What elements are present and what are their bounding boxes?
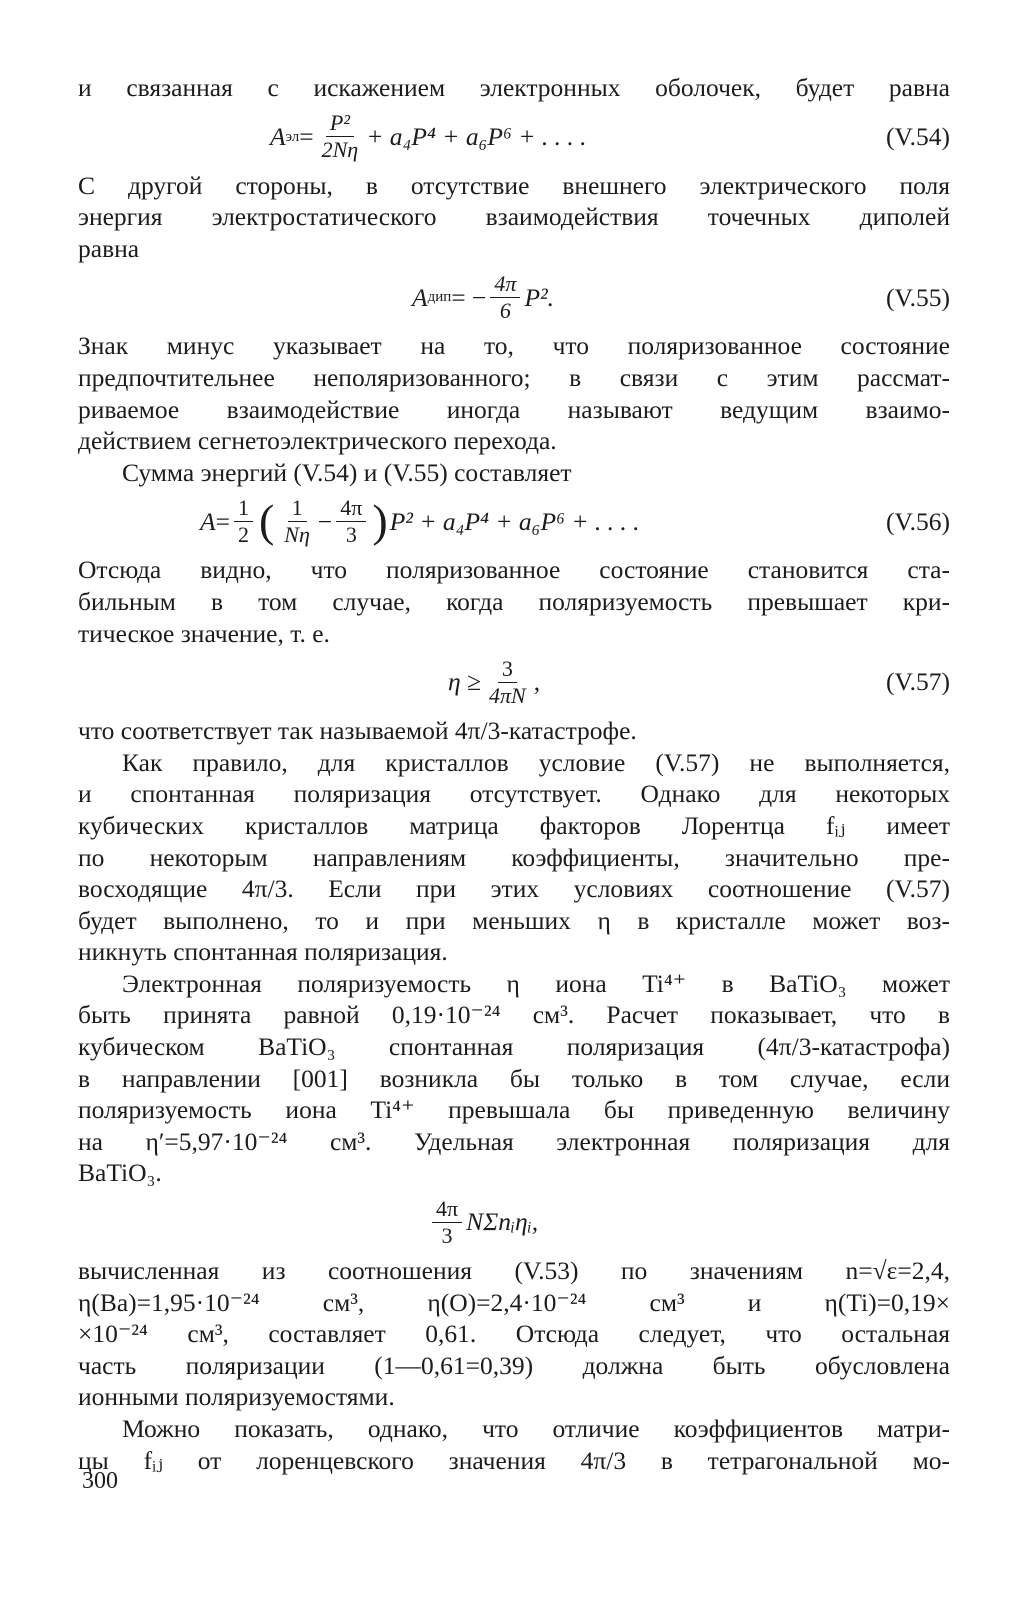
text-line: BaTiO₃. (78, 1158, 162, 1188)
minus-sign: − (317, 506, 333, 536)
eq-sign: = (215, 506, 230, 536)
text-line: в направлении [001] возникла бы только в том случае, если (78, 1063, 950, 1093)
fraction: $\frac{1}{N\eta}$ (284, 494, 310, 547)
equation-polarization (78, 1189, 950, 1255)
text-line: что соответствует так называемой 4π/3-катастрофе. (78, 716, 637, 746)
text-line: Как правило, для кристаллов условие (V.57) не выполняется, (122, 747, 950, 777)
text-line: энергия электростатического взаимодействия точечных диполей (78, 202, 950, 232)
fraction: $\frac{\text{P²}}{2N\eta}$ (321, 110, 359, 163)
text-line: ионными поляризуемостями. (78, 1382, 395, 1412)
text-line: никнуть спонтанная поляризация. (78, 937, 448, 967)
text-line: поляризуемость иона Ti⁴⁺ превышала бы приведенную величину (78, 1095, 950, 1125)
eq-sign: = − (451, 282, 487, 312)
text-line: ×10⁻²⁴ см³, составляет 0,61. Отсюда следует, что остальная (78, 1319, 950, 1349)
eq-sign: = (299, 121, 314, 151)
text-line: η(Ba)=1,95·10⁻²⁴ см³, η(O)=2,4·10⁻²⁴ см³ и η(Ti)=0,19× (78, 1287, 950, 1317)
text-line: восходящие 4π/3. Если при этих условиях соотношение (V.57) (78, 874, 950, 904)
equation-label: (V.56) (886, 506, 950, 536)
equation-v54: A эл = $\frac{\text{P²}}{2N\eta}$ + a₄P⁴ + a₆P⁶ + . . . . (V.54) (78, 104, 950, 170)
text-line: вычисленная из соотношения (V.53) по значениям n=√ε=2,4, (78, 1256, 950, 1286)
equation-label: (V.57) (886, 667, 950, 697)
text-line: Сумма энергий (V.54) и (V.55) составляет (122, 457, 572, 487)
text-line: и связанная с искажением электронных оболочек, будет равна (78, 73, 950, 102)
text-line: кубическом BaTiO₃ спонтанная поляризация (4π/3-катастрофа) (78, 1032, 950, 1062)
left-paren: ( (258, 495, 275, 547)
equation-label: (V.54) (886, 121, 950, 151)
equation-v56 (78, 488, 950, 554)
fraction: $\frac{4\pi}{3}$ (336, 495, 366, 548)
text-line: будет выполнено, то и при меньших η в кристалле может воз- (78, 905, 950, 935)
eq-rest: + a₄P⁴ + a₆P⁶ + . . . . (366, 121, 587, 151)
right-paren: ) (372, 495, 388, 547)
equation-label: (V.55) (886, 282, 950, 312)
eq-rest: P². (524, 282, 555, 312)
text-line: бильным в том случае, когда поляризуемость превышает кри- (78, 586, 950, 616)
page-text (78, 72, 950, 1476)
fraction: $\frac{4\pi}{6}$ (490, 271, 520, 324)
equation-v57 (78, 649, 950, 715)
text-line: цы fᵢⱼ от лоренцевского значения 4π/3 в тетрагональной мо- (78, 1445, 950, 1475)
eq-rest: , (533, 667, 541, 697)
text-line: равна (78, 233, 140, 263)
eq-lhs: A (270, 121, 286, 151)
text-line: Электронная поляризуемость η иона Ti⁴⁺ в BaTiO₃ может (122, 968, 950, 998)
text-line: на η′=5,97·10⁻²⁴ см³. Удельная электронная поляризация для (78, 1126, 950, 1156)
fraction: $\frac{4\pi}{3}$ (432, 1196, 462, 1249)
eq-rest: P² + a₄P⁴ + a₆P⁶ + . . . . (389, 506, 640, 536)
text-line: тическое значение, т. е. (78, 618, 330, 648)
text-line: С другой стороны, в отсутствие внешнего электрического поля (78, 170, 950, 200)
text-line: предпочтительнее неполяризованного; в связи с этим рассмат- (78, 362, 950, 392)
text-line: быть принята равной 0,19·10⁻²⁴ см³. Расчет показывает, что в (78, 1000, 950, 1030)
text-line: риваемое взаимодействие иногда называют ведущим взаимо- (78, 394, 950, 424)
eq-lhs: A (412, 282, 428, 312)
text-line: Можно показать, однако, что отличие коэффициентов матри- (122, 1414, 950, 1443)
eq-lhs: η ≥ (448, 667, 482, 697)
text-line: Отсюда видно, что поляризованное состояние становится ста- (78, 555, 950, 585)
text-line: и спонтанная поляризация отсутствует. Однако для некоторых (78, 779, 950, 809)
text-line: действием сегнетоэлектрического перехода. (78, 426, 557, 456)
equation-v55: A дип = − $\frac{4\pi}{6}$ P². (V.55) (78, 264, 950, 330)
fraction: $\frac{1}{2}$ (234, 495, 253, 548)
eq-rest: NΣnᵢηᵢ, (466, 1207, 539, 1237)
page-number: 300 (82, 1468, 118, 1494)
text-line: кубических кристаллов матрица факторов Лорентца fᵢⱼ имеет (78, 810, 950, 840)
eq-lhs: A (200, 506, 216, 536)
text-line: часть поляризации (1—0,61=0,39) должна быть обусловлена (78, 1350, 950, 1380)
text-line: Знак минус указывает на то, что поляризованное состояние (78, 331, 950, 361)
fraction: $\frac{3}{4\pi N}$ (489, 655, 526, 708)
text-line: по некоторым направлениям коэффициенты, значительно пре- (78, 842, 950, 872)
